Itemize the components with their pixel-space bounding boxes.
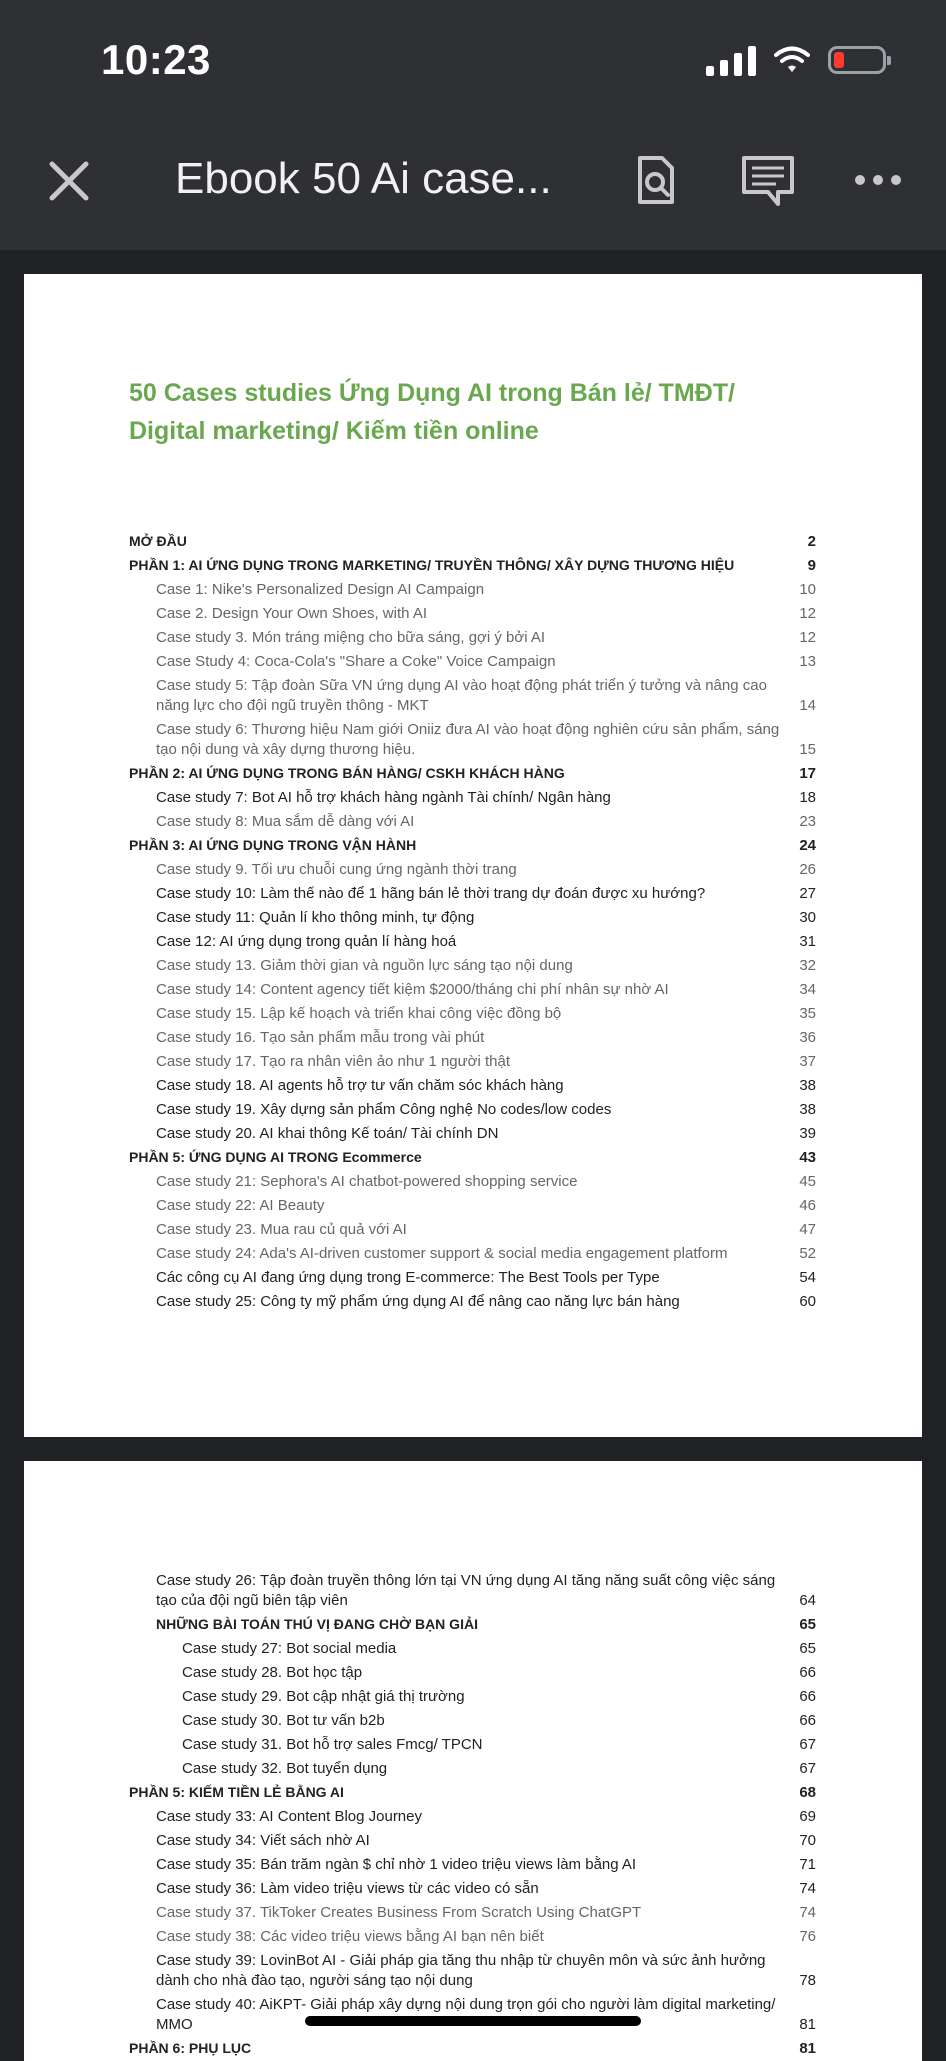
toc-entry-page-number: 66 xyxy=(799,1688,816,1705)
toc-entry-title: Case study 23. Mua rau củ quả với AI xyxy=(156,1221,407,1238)
toc-entry-title: Case study 30. Bot tư vấn b2b xyxy=(182,1712,385,1729)
toc-entry-page-number: 35 xyxy=(799,1005,816,1022)
toc-entry-page-number: 43 xyxy=(799,1149,816,1166)
toc-entry-page-number: 60 xyxy=(799,1293,816,1310)
toc-entry-title: Case study 40: AiKPT- Giải pháp xây dựng nội dung trọn gói cho người làm digital marketing/ xyxy=(156,1996,776,2013)
toc-entry-title: Case study 22: AI Beauty xyxy=(156,1197,325,1214)
toc-entry-page-number: 26 xyxy=(799,861,816,878)
toc-entry-page-number: 14 xyxy=(799,697,816,714)
toc-entry-page-number: 70 xyxy=(799,1832,816,1849)
document-heading: 50 Cases studies Ứng Dụng AI trong Bán lẻ/ TMĐT/ Digital marketing/ Kiếm tiền online xyxy=(129,379,735,445)
toc-entry-title: Case 2. Design Your Own Shoes, with AI xyxy=(156,605,427,622)
toc-entry-title: Case study 26: Tập đoàn truyền thông lớn tại VN ứng dụng AI tăng năng suất công việc sáng xyxy=(156,1572,776,1589)
toc-entry-page-number: 18 xyxy=(799,789,816,806)
comment-icon[interactable] xyxy=(740,152,796,208)
toc-entry-title: Case study 31. Bot hỗ trợ sales Fmcg/ TPCN xyxy=(182,1736,483,1753)
toc-entry-title: Case study 34: Viết sách nhờ AI xyxy=(156,1832,370,1849)
toc-entry-page-number: 38 xyxy=(799,1077,816,1094)
toc-entry-title: Case study 37. TikToker Creates Business From Scratch Using ChatGPT xyxy=(156,1904,642,1921)
toc-entry-title: Case study 33: AI Content Blog Journey xyxy=(156,1808,422,1825)
toc-entry-title: Case 1: Nike's Personalized Design AI Campaign xyxy=(156,581,485,598)
toc-entry-page-number: 39 xyxy=(799,1125,816,1142)
toc-entry-title: Case study 32. Bot tuyển dụng xyxy=(182,1760,388,1777)
toc-entry-page-number: 30 xyxy=(799,909,816,926)
toc-entry-page-number: 66 xyxy=(799,1664,816,1681)
toc-entry-title: NHỮNG BÀI TOÁN THÚ VỊ ĐANG CHỜ BẠN GIẢI xyxy=(156,1616,478,1632)
toc-entry-title: PHẦN 3: AI ỨNG DỤNG TRONG VẬN HÀNH xyxy=(129,837,417,853)
toc-entry-page-number: 17 xyxy=(799,765,816,782)
toc-entry-page-number: 64 xyxy=(799,1592,816,1609)
toc-entry-page-number: 69 xyxy=(799,1808,816,1825)
status-icons xyxy=(706,44,886,76)
toc-entry-page-number: 12 xyxy=(799,605,816,622)
toc-entry-title: Case study 10: Làm thế nào để 1 hãng bán lẻ thời trang dự đoán được xu hướng? xyxy=(156,885,706,902)
toc-entry-page-number: 68 xyxy=(799,1784,816,1801)
toc-entry-page-number: 27 xyxy=(799,885,816,902)
toc-entry-page-number: 45 xyxy=(799,1173,816,1190)
toc-entry-title: Case study 3. Món tráng miệng cho bữa sáng, gợi ý bởi AI xyxy=(156,629,546,646)
close-icon[interactable] xyxy=(44,156,94,206)
toc-entry-page-number: 34 xyxy=(799,981,816,998)
toc-entry-page-number: 32 xyxy=(799,957,816,974)
toc-entry-title: Case study 28. Bot học tập xyxy=(182,1664,363,1681)
toc-entry-title: Case Study 4: Coca-Cola's "Share a Coke" Voice Campaign xyxy=(156,653,556,670)
cellular-signal-icon xyxy=(706,44,756,76)
toc-entry-title: Case study 24: Ada's AI-driven customer support & social media engagement platform xyxy=(156,1245,728,1262)
status-time: 10:23 xyxy=(101,36,211,83)
toc-entry-title: Case 12: AI ứng dụng trong quản lí hàng hoá xyxy=(156,933,457,950)
toc-entry-page-number: 81 xyxy=(799,2040,816,2057)
toc-entry-title-continued: tạo nội dung và xây dựng thương hiệu. xyxy=(156,741,416,758)
toc-entry-title: Case study 36: Làm video triệu views từ các video có sẵn xyxy=(156,1880,539,1897)
wifi-icon xyxy=(774,46,810,74)
toc-entry-title: Các công cụ AI đang ứng dụng trong E-commerce: The Best Tools per Type xyxy=(156,1269,660,1286)
toc-entry-title: Case study 11: Quản lí kho thông minh, tự động xyxy=(156,909,475,926)
toc-entry-page-number: 76 xyxy=(799,1928,816,1945)
toc-entry-title: Case study 9. Tối ưu chuỗi cung ứng ngành thời trang xyxy=(156,861,517,878)
toc-entry-page-number: 52 xyxy=(799,1245,816,1262)
toc-entry-title: Case study 20. AI khai thông Kế toán/ Tài chính DN xyxy=(156,1125,499,1142)
toc-entry-title: Case study 29. Bot cập nhật giá thị trường xyxy=(182,1688,465,1705)
toc-entry-title: Case study 39: LovinBot AI - Giải pháp gia tăng thu nhập từ chuyên môn và sức ảnh hưởng xyxy=(156,1952,766,1969)
toc-entry-page-number: 37 xyxy=(799,1053,816,1070)
toc-entry-page-number: 9 xyxy=(807,557,816,574)
toc-entry-page-number: 54 xyxy=(799,1269,816,1286)
toc-entry-page-number: 24 xyxy=(799,837,816,854)
toc-entry-page-number: 67 xyxy=(799,1760,816,1777)
home-indicator xyxy=(305,2016,641,2026)
toc-entry-page-number: 12 xyxy=(799,629,816,646)
toc-entry-title: Case study 18. AI agents hỗ trợ tư vấn chăm sóc khách hàng xyxy=(156,1077,564,1094)
toc-entry-page-number: 65 xyxy=(799,1616,816,1633)
toc-entry-page-number: 46 xyxy=(799,1197,816,1214)
toc-entry-title: Case study 7: Bot AI hỗ trợ khách hàng ngành Tài chính/ Ngân hàng xyxy=(156,789,611,806)
top-bar xyxy=(0,0,946,250)
toc-entry-title-continued: năng lực cho đội ngũ truyền thông - MKT xyxy=(156,697,429,714)
toc-entry-page-number: 23 xyxy=(799,813,816,830)
toc-entry-page-number: 47 xyxy=(799,1221,816,1238)
battery-icon xyxy=(828,46,886,74)
toc-entry-page-number: 71 xyxy=(799,1856,816,1873)
toc-entry-page-number: 10 xyxy=(799,581,816,598)
toc-entry-title: Case study 21: Sephora's AI chatbot-powered shopping service xyxy=(156,1173,578,1190)
document-page-2[interactable] xyxy=(24,1461,922,2061)
toc-entry-page-number: 65 xyxy=(799,1640,816,1657)
toc-entry-page-number: 13 xyxy=(799,653,816,670)
toc-entry-title: PHẦN 5: KIẾM TIỀN LẺ BẰNG AI xyxy=(129,1784,344,1800)
toc-entry-title-continued: MMO xyxy=(156,2016,193,2033)
toc-entry-page-number: 66 xyxy=(799,1712,816,1729)
toc-entry-title: PHẦN 5: ỨNG DỤNG AI TRONG Ecommerce xyxy=(129,1149,422,1165)
toc-entry-title: Case study 27: Bot social media xyxy=(182,1640,397,1657)
toc-entry-page-number: 15 xyxy=(799,741,816,758)
more-options-icon[interactable] xyxy=(850,152,906,208)
search-in-document-icon[interactable] xyxy=(628,152,684,208)
toc-entry-title: Case study 19. Xây dựng sản phẩm Công nghệ No codes/low codes xyxy=(156,1101,612,1118)
toc-entry-title: Case study 35: Bán trăm ngàn $ chỉ nhờ 1 video triệu views làm bằng AI xyxy=(156,1856,637,1873)
toc-entry-title: PHẦN 2: AI ỨNG DỤNG TRONG BÁN HÀNG/ CSKH KHÁCH HÀNG xyxy=(129,765,565,781)
toc-entry-title-continued: tạo của đội ngũ biên tập viên xyxy=(156,1592,348,1609)
toc-entry-title: Case study 16. Tạo sản phẩm mẫu trong vài phút xyxy=(156,1029,485,1046)
toc-entry-title: Case study 38: Các video triệu views bằng AI bạn nên biết xyxy=(156,1928,544,1945)
toc-entry-title: PHẦN 1: AI ỨNG DỤNG TRONG MARKETING/ TRUYỀN THÔNG/ XÂY DỰNG THƯƠNG HIỆU xyxy=(129,557,735,573)
toc-entry-title: Case study 15. Lập kế hoạch và triển khai công việc đồng bộ xyxy=(156,1005,562,1022)
toc-entry-title-continued: dành cho nhà đào tạo, người sáng tạo nội dung xyxy=(156,1972,473,1989)
toc-entry-title: MỞ ĐẦU xyxy=(129,533,187,549)
toc-entry-page-number: 2 xyxy=(807,533,816,550)
toc-entry-title: Case study 13. Giảm thời gian và nguồn lực sáng tạo nội dung xyxy=(156,957,573,974)
toc-entry-page-number: 78 xyxy=(799,1972,816,1989)
toc-entry-title: Case study 17. Tạo ra nhân viên ảo như 1 người thật xyxy=(156,1053,511,1070)
toc-entry-title: PHẦN 6: PHỤ LỤC xyxy=(129,2040,252,2056)
toc-entry-page-number: 74 xyxy=(799,1880,816,1897)
toc-entry-page-number: 67 xyxy=(799,1736,816,1753)
toc-entry-title: Case study 14: Content agency tiết kiệm $2000/tháng chi phí nhân sự nhờ AI xyxy=(156,981,669,998)
toc-entry-title: Case study 6: Thương hiệu Nam giới Oniiz đưa AI vào hoạt động nghiên cứu sản phẩm, sáng xyxy=(156,721,780,738)
document-page-1[interactable] xyxy=(24,274,922,1437)
toc-entry-title: Case study 5: Tập đoàn Sữa VN ứng dụng AI vào hoạt động phát triển ý tưởng và nâng cao xyxy=(156,677,767,694)
toc-entry-page-number: 36 xyxy=(799,1029,816,1046)
toc-entry-page-number: 38 xyxy=(799,1101,816,1118)
toc-entry-title: Case study 8: Mua sắm dễ dàng với AI xyxy=(156,813,415,830)
toc-entry-page-number: 31 xyxy=(799,933,816,950)
toc-entry-page-number: 81 xyxy=(799,2016,816,2033)
document-title: Ebook 50 Ai case... xyxy=(175,154,552,203)
toc-entry-title: Case study 25: Công ty mỹ phẩm ứng dụng AI để nâng cao năng lực bán hàng xyxy=(156,1293,680,1310)
toc-entry-page-number: 74 xyxy=(799,1904,816,1921)
